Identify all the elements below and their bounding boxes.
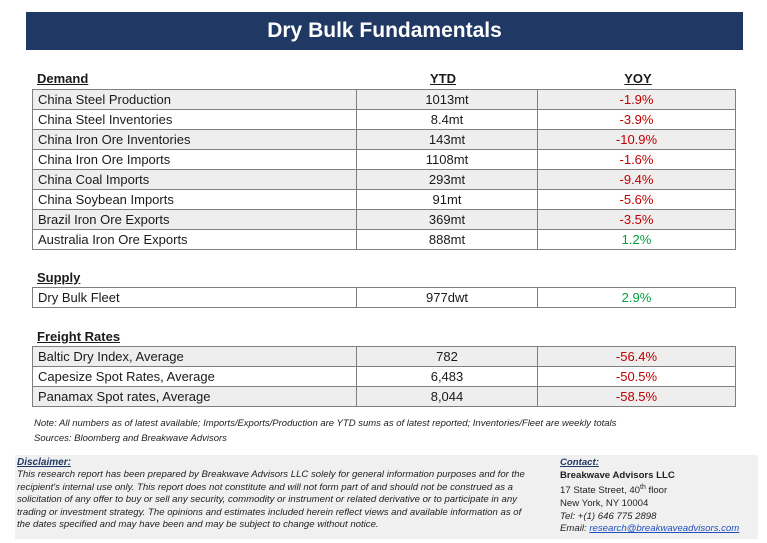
page-title: Dry Bulk Fundamentals <box>26 12 743 50</box>
footer <box>15 455 758 539</box>
freight-label-cell: Baltic Dry Index, Average <box>33 347 357 367</box>
demand-ytd-cell: 91mt <box>357 190 538 210</box>
demand-heading: Demand <box>37 71 89 86</box>
demand-yoy-cell: -3.5% <box>538 210 736 230</box>
contact-heading: Contact: <box>560 457 599 468</box>
demand-yoy-cell: -5.6% <box>538 190 736 210</box>
demand-yoy-cell: 1.2% <box>538 230 736 250</box>
demand-label-cell: Brazil Iron Ore Exports <box>33 210 357 230</box>
demand-ytd-cell: 8.4mt <box>357 110 538 130</box>
freight-label-cell: Capesize Spot Rates, Average <box>33 367 357 387</box>
freight-row <box>33 387 736 407</box>
demand-yoy-cell: -3.9% <box>538 110 736 130</box>
freight-yoy-cell: -50.5% <box>538 367 736 387</box>
demand-label-cell: China Steel Inventories <box>33 110 357 130</box>
freight-ytd-cell: 6,483 <box>357 367 538 387</box>
contact-tel: Tel: +(1) 646 775 2898 <box>560 510 657 522</box>
demand-label-cell: China Steel Production <box>33 90 357 110</box>
sources-text: Sources: Bloomberg and Breakwave Advisors <box>34 433 227 444</box>
freight-table <box>32 346 736 407</box>
freight-label-cell: Panamax Spot rates, Average <box>33 387 357 407</box>
demand-ytd-cell: 143mt <box>357 130 538 150</box>
demand-row <box>33 110 736 130</box>
disclaimer-text <box>17 469 545 532</box>
disclaimer-line: solicitation of any offer to buy or sell any security, commodity or instrument or related derivative or to participate in any <box>17 494 517 506</box>
demand-row <box>33 170 736 190</box>
contact-block <box>560 457 756 536</box>
supply-label-cell: Dry Bulk Fleet <box>33 288 357 308</box>
demand-ytd-cell: 293mt <box>357 170 538 190</box>
ytd-column-header: YTD <box>430 71 456 86</box>
demand-yoy-cell: -1.9% <box>538 90 736 110</box>
supply-yoy-cell: 2.9% <box>538 288 736 308</box>
demand-yoy-cell: -1.6% <box>538 150 736 170</box>
demand-yoy-cell: -10.9% <box>538 130 736 150</box>
yoy-column-header: YOY <box>624 71 652 86</box>
disclaimer-line: This research report has been prepared by Breakwave Advisors LLC solely for general information purposes and for the <box>17 469 525 480</box>
demand-label-cell: China Iron Ore Imports <box>33 150 357 170</box>
supply-row <box>33 288 736 308</box>
supply-ytd-cell: 977dwt <box>357 288 538 308</box>
demand-row <box>33 130 736 150</box>
demand-label-cell: Australia Iron Ore Exports <box>33 230 357 250</box>
freight-row <box>33 367 736 387</box>
demand-row <box>33 150 736 170</box>
demand-ytd-cell: 888mt <box>357 230 538 250</box>
demand-ytd-cell: 1013mt <box>357 90 538 110</box>
freight-yoy-cell: -58.5% <box>538 387 736 407</box>
supply-heading: Supply <box>37 270 81 285</box>
freight-heading: Freight Rates <box>37 329 121 344</box>
note-text: Note: All numbers as of latest available; Imports/Exports/Production are YTD sums as of latest reported; Inventories/Fleet are weekly totals <box>34 418 617 429</box>
demand-ytd-cell: 369mt <box>357 210 538 230</box>
freight-ytd-cell: 8,044 <box>357 387 538 407</box>
contact-address-line2: New York, NY 10004 <box>560 497 649 509</box>
disclaimer-line: trading or investment strategy. The opinions and estimates included herein reflect views and available information as of <box>17 506 522 518</box>
freight-yoy-cell: -56.4% <box>538 347 736 367</box>
contact-firm: Breakwave Advisors LLC <box>560 469 675 481</box>
demand-row <box>33 190 736 210</box>
email-label: Email: <box>560 523 590 535</box>
demand-label-cell: China Soybean Imports <box>33 190 357 210</box>
disclaimer-heading: Disclaimer: <box>17 457 71 468</box>
disclaimer-line: recipient's internal use only. This report does not constitute and will not form part of and should not be construed as a <box>17 481 514 493</box>
demand-row <box>33 230 736 250</box>
demand-ytd-cell: 1108mt <box>357 150 538 170</box>
demand-table <box>32 89 736 250</box>
contact-email-row <box>560 523 756 536</box>
freight-ytd-cell: 782 <box>357 347 538 367</box>
demand-row <box>33 90 736 110</box>
supply-table <box>32 287 736 308</box>
demand-yoy-cell: -9.4% <box>538 170 736 190</box>
demand-label-cell: China Coal Imports <box>33 170 357 190</box>
address-street: 17 State Street, 40 <box>560 485 641 497</box>
email-link[interactable]: research@breakwaveadvisors.com <box>589 523 740 535</box>
demand-row <box>33 210 736 230</box>
address-floor: floor <box>645 485 668 497</box>
freight-row <box>33 347 736 367</box>
demand-label-cell: China Iron Ore Inventories <box>33 130 357 150</box>
address-sup: th <box>640 484 646 492</box>
disclaimer-line: the dates specified and may have been and may be subject to change without notice. <box>17 519 379 531</box>
contact-address-line1 <box>560 482 756 498</box>
